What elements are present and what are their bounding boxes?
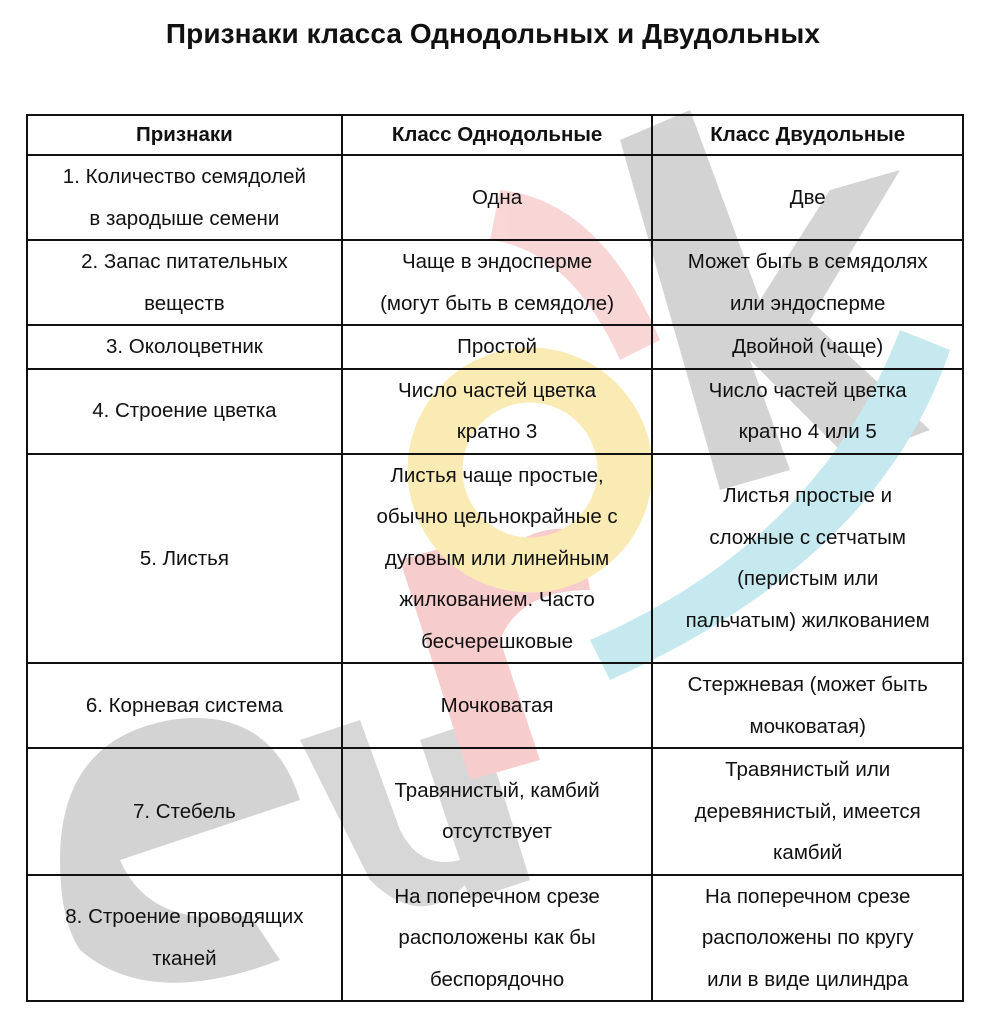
row-dicot-value: На поперечном срезе расположены по кругу или в виде цилиндра	[652, 875, 963, 1002]
page-title: Признаки класса Однодольных и Двудольных	[165, 18, 821, 49]
row-dicot-value: Травянистый или деревянистый, имеется камбий	[652, 748, 963, 875]
table-row	[27, 325, 963, 369]
row-feature: 8. Строение проводящих тканей	[27, 875, 342, 1002]
table-row	[27, 240, 963, 325]
header-features: Признаки	[27, 115, 342, 155]
row-dicot-value: Две	[652, 155, 963, 240]
table-header-row	[27, 115, 963, 155]
row-dicot-value: Число частей цветка кратно 4 или 5	[652, 369, 963, 454]
table-row	[27, 454, 963, 664]
row-feature: 1. Количество семядолей в зародыше семени	[27, 155, 342, 240]
header-dicots: Класс Двудольные	[652, 115, 963, 155]
table-row	[27, 875, 963, 1002]
row-monocot-value: Одна	[342, 155, 653, 240]
row-monocot-value: Число частей цветка кратно 3	[342, 369, 653, 454]
row-dicot-value: Стержневая (может быть мочковатая)	[652, 663, 963, 748]
row-monocot-value: Листья чаще простые, обычно цельнокрайные с дуговым или линейным жилкованием. Часто бесчерешковые	[342, 454, 653, 664]
row-feature: 7. Стебель	[27, 748, 342, 875]
row-monocot-value: Мочковатая	[342, 663, 653, 748]
row-feature: 5. Листья	[27, 454, 342, 664]
row-dicot-value: Листья простые и сложные с сетчатым (перистым или пальчатым) жилкованием	[652, 454, 963, 664]
row-monocot-value: Простой	[342, 325, 653, 369]
table-row	[27, 748, 963, 875]
comparison-table	[26, 114, 964, 1002]
row-feature: 3. Околоцветник	[27, 325, 342, 369]
header-monocots: Класс Однодольные	[342, 115, 653, 155]
row-feature: 2. Запас питательных веществ	[27, 240, 342, 325]
table-row	[27, 155, 963, 240]
row-feature: 6. Корневая система	[27, 663, 342, 748]
row-monocot-value: Травянистый, камбий отсутствует	[342, 748, 653, 875]
row-dicot-value: Может быть в семядолях или эндосперме	[652, 240, 963, 325]
table-row	[27, 663, 963, 748]
row-dicot-value: Двойной (чаще)	[652, 325, 963, 369]
row-monocot-value: Чаще в эндосперме (могут быть в семядоле)	[342, 240, 653, 325]
row-monocot-value: На поперечном срезе расположены как бы беспорядочно	[342, 875, 653, 1002]
table-row	[27, 369, 963, 454]
row-feature: 4. Строение цветка	[27, 369, 342, 454]
